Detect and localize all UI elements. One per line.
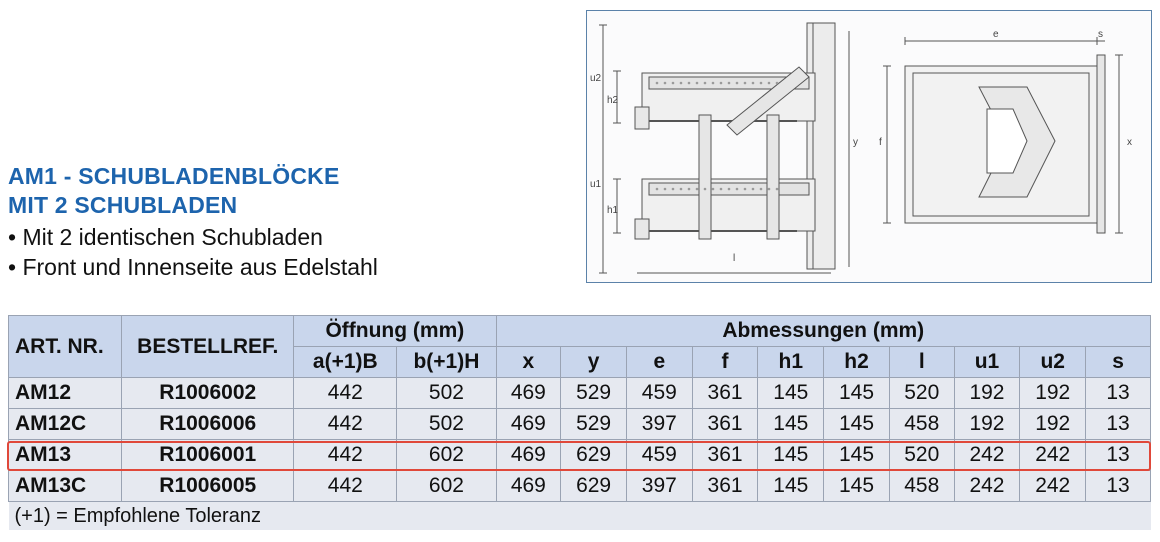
- cell-art: AM13C: [9, 471, 122, 502]
- cell-value: 442: [294, 409, 397, 440]
- cell-value: 397: [626, 409, 692, 440]
- cell-value: 458: [889, 409, 954, 440]
- header-col-u2: u2: [1020, 347, 1086, 378]
- cell-value: 602: [397, 471, 496, 502]
- header-col-h2: h2: [824, 347, 890, 378]
- cell-value: 145: [824, 440, 890, 471]
- header-col-b: b(+1)H: [397, 347, 496, 378]
- label-s: s: [1098, 29, 1103, 40]
- cell-value: 242: [954, 440, 1020, 471]
- label-u1: u1: [590, 179, 602, 190]
- cell-art: AM12: [9, 378, 122, 409]
- cell-value: 145: [758, 409, 824, 440]
- cell-value: 145: [824, 471, 890, 502]
- cell-value: 145: [758, 378, 824, 409]
- cell-value: 469: [496, 409, 561, 440]
- cell-value: 459: [626, 440, 692, 471]
- cell-value: 458: [889, 471, 954, 502]
- table-row: [9, 471, 1151, 502]
- cell-value: 459: [626, 378, 692, 409]
- cell-value: 192: [1020, 409, 1086, 440]
- cell-value: 242: [954, 471, 1020, 502]
- cell-value: 469: [496, 440, 561, 471]
- cell-value: 242: [1020, 440, 1086, 471]
- cell-value: 469: [496, 378, 561, 409]
- label-h2: h2: [607, 95, 619, 106]
- header-col-x: x: [496, 347, 561, 378]
- header-col-l: l: [889, 347, 954, 378]
- cell-art: AM13: [9, 440, 122, 471]
- cell-value: 602: [397, 440, 496, 471]
- front-view: [883, 37, 1123, 233]
- cell-value: 629: [561, 471, 627, 502]
- cell-value: 520: [889, 378, 954, 409]
- cell-value: 502: [397, 409, 496, 440]
- cell-value: 192: [954, 378, 1020, 409]
- cell-value: 192: [954, 409, 1020, 440]
- cell-value: 192: [1020, 378, 1086, 409]
- cell-value: 145: [758, 440, 824, 471]
- table-row: [9, 378, 1151, 409]
- spec-table: [8, 315, 1151, 530]
- cell-value: 13: [1086, 378, 1151, 409]
- header-col-a: a(+1)B: [294, 347, 397, 378]
- product-title: [8, 162, 340, 220]
- cell-value: 442: [294, 440, 397, 471]
- cell-value: 442: [294, 378, 397, 409]
- table-row: [9, 409, 1151, 440]
- cell-value: 361: [692, 409, 758, 440]
- cell-value: 13: [1086, 440, 1151, 471]
- header-col-u1: u1: [954, 347, 1020, 378]
- cell-value: 502: [397, 378, 496, 409]
- label-f: f: [879, 137, 882, 148]
- header-art-nr: ART. NR.: [9, 316, 122, 378]
- table-row-highlighted: [9, 440, 1151, 471]
- cell-art: AM12C: [9, 409, 122, 440]
- table-body: [9, 378, 1151, 502]
- cell-ref: R1006005: [122, 471, 294, 502]
- header-col-e: e: [626, 347, 692, 378]
- cell-value: 529: [561, 409, 627, 440]
- header-col-y: y: [561, 347, 627, 378]
- cell-value: 469: [496, 471, 561, 502]
- cell-value: 361: [692, 471, 758, 502]
- label-h1: h1: [607, 205, 619, 216]
- cell-value: 13: [1086, 409, 1151, 440]
- cell-value: 442: [294, 471, 397, 502]
- side-view: [599, 23, 849, 273]
- cell-ref: R1006002: [122, 378, 294, 409]
- cell-ref: R1006006: [122, 409, 294, 440]
- label-x: x: [1127, 137, 1132, 148]
- cell-value: 145: [824, 378, 890, 409]
- header-col-f: f: [692, 347, 758, 378]
- header-col-s: s: [1086, 347, 1151, 378]
- technical-drawing-svg: [587, 11, 1153, 284]
- feature-item: • Mit 2 identischen Schubladen: [8, 222, 378, 252]
- cell-ref: R1006001: [122, 440, 294, 471]
- cell-value: 397: [626, 471, 692, 502]
- label-l: l: [733, 253, 736, 264]
- technical-drawing: [586, 10, 1152, 283]
- cell-value: 361: [692, 440, 758, 471]
- table-footnote: (+1) = Empfohlene Toleranz: [9, 502, 1151, 531]
- feature-item: • Front und Innenseite aus Edelstahl: [8, 252, 378, 282]
- cell-value: 145: [824, 409, 890, 440]
- cell-value: 13: [1086, 471, 1151, 502]
- feature-list: [8, 222, 378, 282]
- label-u2: u2: [590, 73, 602, 84]
- header-opening-group: Öffnung (mm): [294, 316, 496, 347]
- title-line-2: MIT 2 SCHUBLADEN: [8, 192, 238, 218]
- header-bestellref: BESTELLREF.: [122, 316, 294, 378]
- cell-value: 145: [758, 471, 824, 502]
- header-dimensions-group: Abmessungen (mm): [496, 316, 1151, 347]
- header-col-h1: h1: [758, 347, 824, 378]
- table-header: [9, 316, 1151, 378]
- label-y: y: [853, 137, 858, 148]
- cell-value: 520: [889, 440, 954, 471]
- title-line-1: AM1 - SCHUBLADENBLÖCKE: [8, 163, 340, 189]
- label-e: e: [993, 29, 999, 40]
- cell-value: 629: [561, 440, 627, 471]
- cell-value: 529: [561, 378, 627, 409]
- cell-value: 361: [692, 378, 758, 409]
- cell-value: 242: [1020, 471, 1086, 502]
